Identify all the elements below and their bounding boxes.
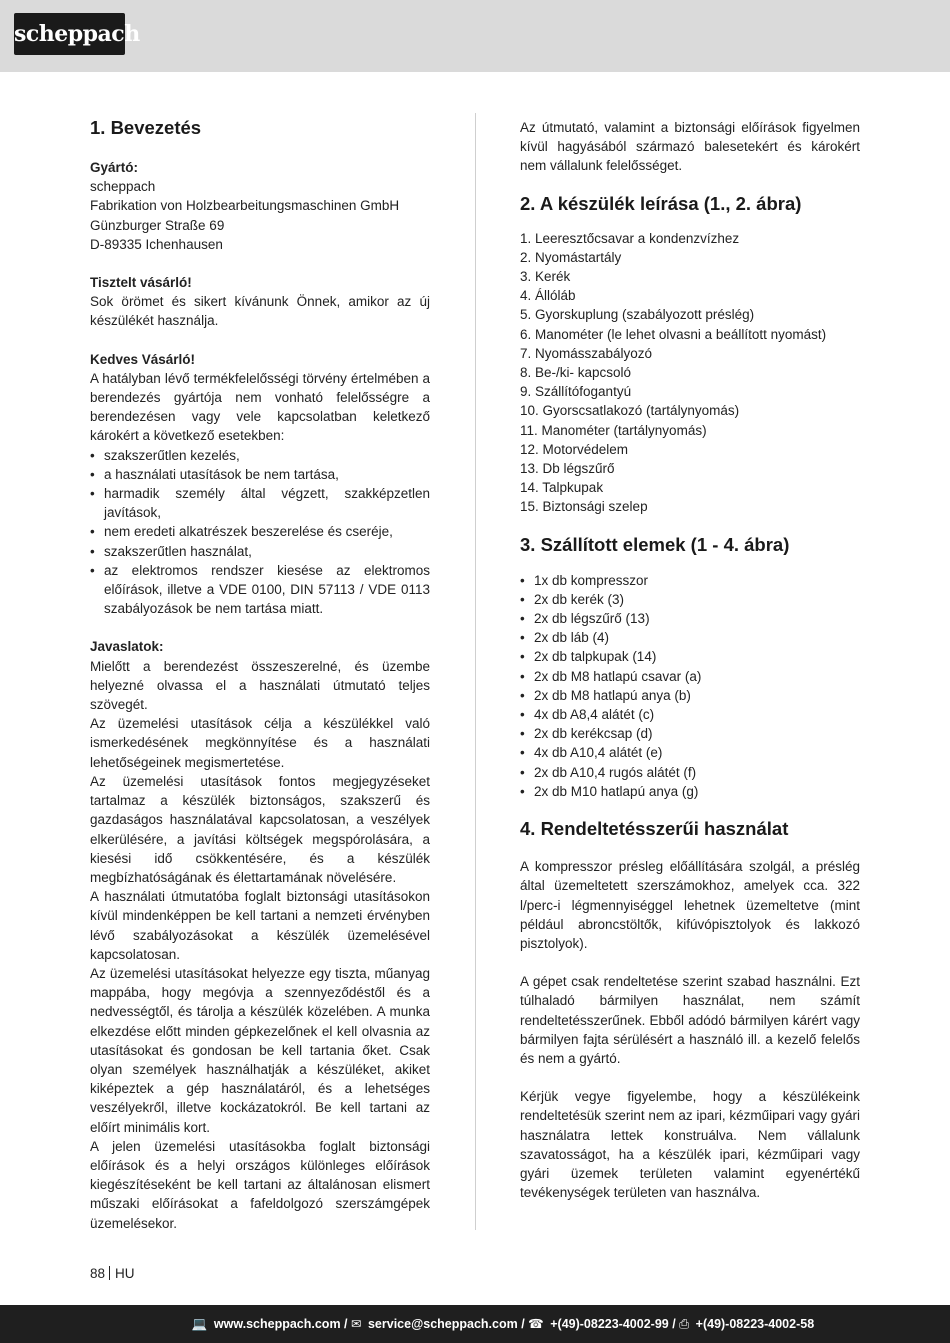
phone-icon: ☎ (528, 1317, 544, 1331)
advice-paragraph: Az üzemelési utasítások fontos megjegyzéseket tartalmaz a készülék biztonságos, szakszerű és gazdaságos használatával kapcsolatosan, a veszélyek elkerülésére, a javítási költségek megspórolására, a kiesési idő csökkentésére, és a készülék megbízhatóságának és élettartamának növelésére. (90, 773, 430, 885)
list-item: 5. Gyorskuplung (szabályozott préslég) (520, 307, 755, 323)
manufacturer-line: Fabrikation von Holzbearbeitungsmaschinen GmbH (90, 198, 400, 214)
phone-number: +(49)-08223-4002-99 / (550, 1317, 676, 1331)
list-item: • 2x db M8 hatlapú csavar (a) (520, 667, 860, 686)
list-item: • 4x db A8,4 alátét (c) (520, 705, 860, 724)
computer-icon: 💻 (191, 1317, 208, 1331)
list-item: • szakszerűtlen használat, (90, 542, 430, 561)
left-column (90, 118, 430, 1233)
disclaimer-text: Az útmutató, valamint a biztonsági előírások figyelmen kívül hagyásából származó balesetekért és károkért nem vállalunk felelősséget. (520, 120, 860, 174)
list-item: • harmadik személy által végzett, szakképzetlen javítások, (90, 484, 430, 522)
section-4-heading: 4. Rendeltetésszerűi használat (520, 818, 789, 840)
list-item: • 2x db talpkupak (14) (520, 647, 860, 666)
manufacturer-line: D-89335 Ichenhausen (90, 236, 223, 252)
list-item: 2. Nyomástartály (520, 249, 622, 265)
list-item: • a használati utasítások be nem tartása, (90, 465, 430, 484)
customer-label: Tisztelt vásárló! (90, 275, 192, 291)
use-paragraph: A kompresszor présleg előállítására szolgál, a préslég által üzemeltetett szerszámokhoz, amelyek cca. 322 l/perc-i légmennyiséggel lehetnek üzemeltetve (mint például abroncstöltők, kifúvópisztolyok és lakkozó pisztolyok). (520, 859, 860, 951)
manufacturer-label: Gyártó: (90, 160, 139, 175)
scheppach-logo: scheppach (14, 13, 125, 55)
header-bar (0, 0, 950, 72)
dear-customer-label: Kedves Vásárló! (90, 351, 196, 367)
website-link[interactable]: www.scheppach.com / (213, 1317, 348, 1331)
list-item: • 2x db M10 hatlapú anya (g) (520, 782, 860, 801)
page-number (90, 1264, 135, 1283)
liability-list (90, 446, 430, 619)
list-item: • 4x db A10,4 alátét (e) (520, 743, 860, 762)
section-3-heading: 3. Szállított elemek (1 - 4. ábra) (520, 533, 790, 555)
page-number-value: 88 (90, 1266, 106, 1281)
right-column (520, 118, 860, 1202)
list-item: 8. Be-/ki- kapcsoló (520, 365, 632, 381)
fax-number: +(49)-08223-4002-58 (695, 1317, 815, 1331)
liability-intro: A hatályban lévő termékfelelősségi törvény értelmében a berendezés gyártója nem vonható felelősségre a berendezésen vagy vele kapcsolatban keletkező károkért a következő esetekben: (90, 370, 430, 444)
list-item: 15. Biztonsági szelep (520, 499, 648, 515)
column-divider (475, 113, 476, 1230)
list-item: • az elektromos rendszer kiesése az elektromos előírások, illetve a VDE 0100, DIN 57113 / VDE 0113 szabályozások be nem tartása miatt. (90, 561, 430, 619)
section-2-heading: 2. A készülék leírása (1., 2. ábra) (520, 192, 802, 214)
list-item: 1. Leeresztőcsavar a kondenzvízhez (520, 230, 740, 246)
manufacturer-line: Günzburger Straße 69 (90, 217, 225, 233)
list-item: 7. Nyomásszabályozó (520, 345, 653, 361)
manufacturer-line: scheppach (90, 179, 156, 195)
list-item: • 2x db A10,4 rugós alátét (f) (520, 763, 860, 782)
list-item: 10. Gyorscsatlakozó (tartálynyomás) (520, 403, 740, 419)
fax-icon: ⎙ (679, 1317, 690, 1331)
advice-label: Javaslatok: (90, 639, 164, 655)
list-item: 12. Motorvédelem (520, 441, 629, 457)
list-item: • 2x db M8 hatlapú anya (b) (520, 686, 860, 705)
list-item: • 2x db kerék (3) (520, 590, 860, 609)
contact-bar (0, 1305, 950, 1343)
list-item: • szakszerűtlen kezelés, (90, 446, 430, 465)
advice-paragraph: Az üzemelési utasításokat helyezze egy tiszta, műanyag mappába, hogy megóvja a szennyeződéstől és a nedvességtől, és tárolja a készülék közelében. A munka elkezdése előtt minden gépkezelőnek el kell olvasnia az utasításokat és gondosan be kell tartania őket. Csak olyan személyek használhatják a készüléket, akiket kiképeztek a gép használatáról, és a lehetséges veszélyekről, illetve kockázatokról. Be kell tartani az előírt minimális kort. (90, 965, 430, 1135)
list-item: 3. Kerék (520, 269, 571, 285)
advice-paragraph: A használati útmutatóba foglalt biztonsági utasításokon kívül mindenképpen be kell tartani a nemzeti érvényben lévő szabályozásokat a készülék üzemelésével kapcsolatosan. (90, 889, 430, 962)
section-1-heading: 1. Bevezetés (90, 117, 202, 138)
list-item: • 2x db kerékcsap (d) (520, 724, 860, 743)
advice-paragraph: Az üzemelési utasítások célja a készülékkel való ismerkedésének megkönnyítése és a használati lehetőségeinek megismertetése. (90, 716, 430, 770)
list-item: 14. Talpkupak (520, 480, 604, 496)
list-item: • 1x db kompresszor (520, 571, 860, 590)
customer-text: Sok örömet és sikert kívánunk Önnek, amikor az új készülékét használja. (90, 294, 430, 329)
email-link[interactable]: service@scheppach.com / (367, 1317, 525, 1331)
list-item: • 2x db légszűrő (13) (520, 609, 860, 628)
supplied-list (520, 571, 860, 801)
language-code: HU (115, 1266, 135, 1281)
page-separator (109, 1266, 110, 1280)
list-item: • nem eredeti alkatrészek beszerelése és cseréje, (90, 522, 430, 541)
advice-paragraph: A jelen üzemelési utasításokba foglalt biztonsági előírások és a helyi országos különleges előírások kiegészítéseként be kell tartani az általánosan elismert műszaki előírásokat a fafeldolgozó szerszámgépek üzemelésekor. (90, 1138, 430, 1231)
list-item: • 2x db láb (4) (520, 628, 860, 647)
list-item: 9. Szállítófogantyú (520, 384, 632, 400)
parts-list (520, 229, 860, 517)
use-paragraph: A gépet csak rendeltetése szerint szabad használni. Ezt túlhaladó bármilyen használat, nem számít rendeltetésszerűnek. Ebből adódó bármilyen kárért vagy bármilyen fajta sérülésért a használó ill. a kezelő felelős és nem a gyártó. (520, 974, 860, 1066)
list-item: 4. Állóláb (520, 288, 576, 304)
use-paragraph: Kérjük vegye figyelembe, hogy a készülékeink rendeltetésük szerint nem az ipari, kézműipari vagy gyári használatra lettek konstruálva. Nem vállalunk szavatosságot, ha a készülék ipari, kézműipari vagy gyári üzemek területen valamint egyenértékű tevékenységek területen van használva. (520, 1089, 860, 1201)
list-item: 13. Db légszűrő (520, 461, 615, 477)
list-item: 11. Manométer (tartálynyomás) (520, 422, 707, 438)
list-item: 6. Manométer (le lehet olvasni a beállított nyomást) (520, 326, 827, 342)
advice-paragraph: Mielőtt a berendezést összeszerelné, és üzembe helyezné olvassa el a használati útmutató teljes szövegét. (90, 658, 430, 713)
mail-icon: ✉ (351, 1317, 362, 1331)
